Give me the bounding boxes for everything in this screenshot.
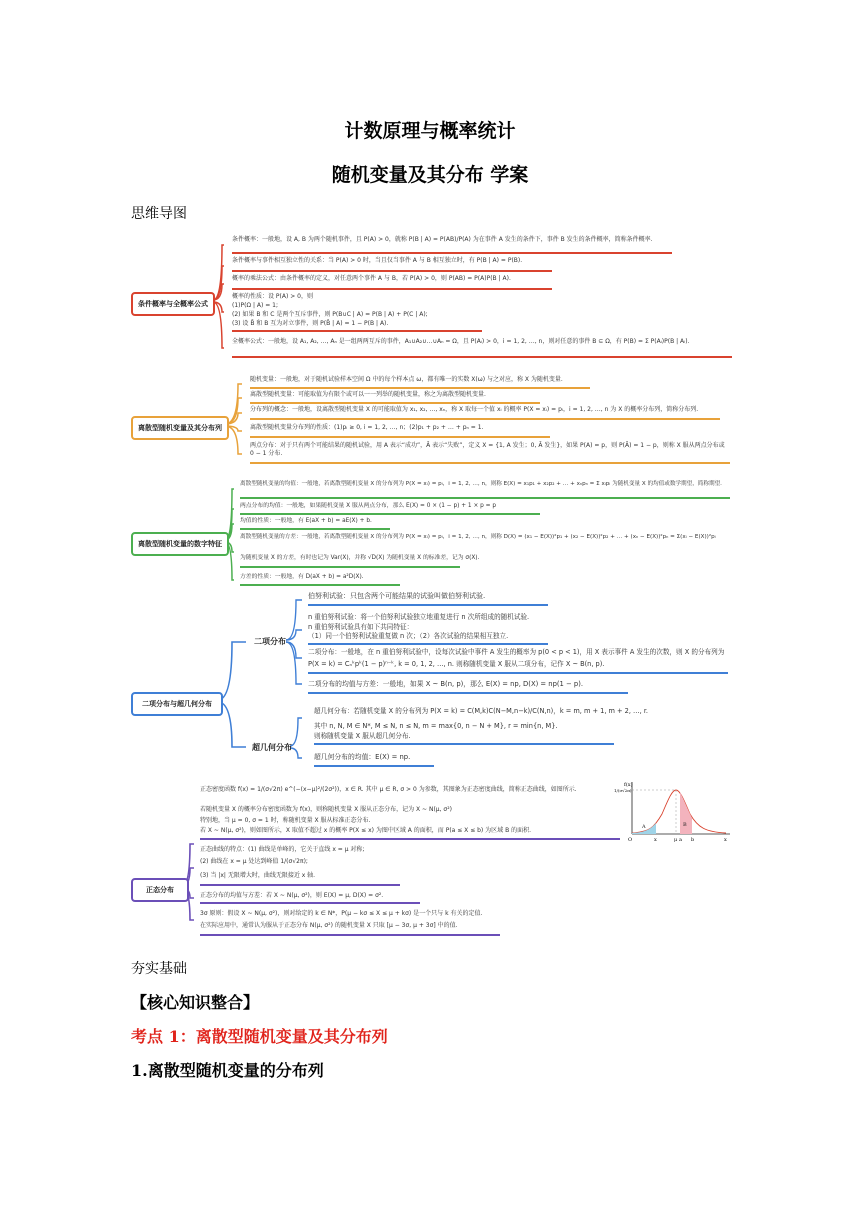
m4-h-item-4: 超几何分布的均值：E(X) = np.: [314, 753, 411, 761]
graph-tick-x: x: [654, 837, 657, 842]
graph-origin: O: [628, 837, 633, 842]
m5-item-4: 正态分布的均值与方差：若 X ~ N(μ, σ²)，则 E(X) = μ, D(X) = σ².: [200, 892, 384, 899]
graph-tick-mu: μ: [674, 837, 678, 842]
m2-item-5: 两点分布：对于只有两个可能结果的随机试验，用 A 表示“成功”，Ā 表示“失败”，定义 X = {1, A 发生；0, Ā 发生}，如果 P(A) = p，则 P(Ā) = 1 − p，则称 X 服从两点分布或 0 − 1 分布.: [250, 442, 725, 458]
mindmap-node-normal-distribution: 正态分布: [131, 878, 189, 902]
mindmap-node-binomial-hypergeometric: 二项分布与超几何分布: [131, 692, 223, 716]
m2-item-4: 离散型随机变量分布列的性质：(1)pᵢ ≥ 0, i = 1, 2, …, n；(2)p₁ + p₂ + … + pₙ = 1.: [250, 424, 484, 431]
m4-b-item-4: （1）同一个伯努利试验重复做 n 次；（2）各次试验的结果相互独立.: [308, 632, 509, 640]
m4-b-item-3: n 重伯努利试验具有如下共同特征：: [308, 623, 414, 631]
section-heading: 1.离散型随机变量的分布列: [131, 1061, 324, 1080]
m4-b-item-7: 二项分布的均值与方差：一般地，如果 X ~ B(n, p)，那么 E(X) = np, D(X) = np(1 − p).: [308, 680, 584, 688]
m4-h-item-2: 其中 n, N, M ∈ N*, M ≤ N, n ≤ N, m = max{0, n − N + M}, r = min{n, M}.: [314, 722, 558, 730]
m4-h-item-1: 超几何分布：若随机变量 X 的分布列为 P(X = k) = C(M,k)C(N−M,n−k)/C(N,n)，k = m, m + 1, m + 2, …, r.: [314, 707, 649, 715]
m1-item-2: 条件概率与事件相互独立性的关系：当 P(A) > 0 时，当且仅当事件 A 与 B 相互独立时，有 P(B | A) = P(B).: [232, 257, 523, 264]
graph-tick-a: a: [679, 837, 682, 842]
m3-item-5: 为随机变量 X 的方差，有时也记为 Var(X)，并称 √D(X) 为随机变量 X 的标准差，记为 σ(X).: [240, 555, 480, 561]
m1-item-1: 条件概率：一般地，设 A, B 为两个随机事件，且 P(A) > 0，就称 P(B | A) = P(AB)/P(A) 为在事件 A 发生的条件下，事件 B 发生的条件概率，简称条件概率.: [232, 236, 653, 243]
core-heading: 【核心知识整合】: [131, 993, 260, 1012]
mindmap-label: 思维导图: [131, 206, 187, 222]
doc-subtitle: 随机变量及其分布 学案: [331, 164, 529, 186]
m5-top-1: 正态密度函数 f(x) = 1/(σ√2π) e^(−(x−μ)²/(2σ²))，x ∈ R. 其中 μ ∈ R, σ > 0 为参数，其图象为正态密度曲线，简称正态曲线，如图所示.: [200, 786, 577, 793]
m3-item-2: 两点分布的均值：一般地，如果随机变量 X 服从两点分布，那么 E(X) = 0 × (1 − p) + 1 × p = p: [240, 503, 497, 509]
m4-sub-hypergeometric: 超几何分布: [252, 743, 292, 752]
m1-item-8: 全概率公式：一般地，设 A₁, A₂, …, Aₙ 是一组两两互斥的事件，A₁∪A₂∪…∪Aₙ = Ω，且 P(Aᵢ) > 0，i = 1, 2, …, n，则对任意的事件 B ⊆ Ω，有 P(B) = Σ P(Aᵢ)P(B | Aᵢ).: [232, 338, 690, 345]
m5-item-2: (2) 曲线在 x = μ 处达到峰值 1/(σ√2π);: [200, 858, 308, 865]
graph-ylabel: f(x): [624, 782, 633, 788]
kaodian-heading: 考点 1：离散型随机变量及其分布列: [131, 1027, 388, 1046]
m1-item-7: (3) 设 B̄ 和 B 互为对立事件，则 P(B̄ | A) = 1 − P(B | A).: [232, 320, 389, 327]
graph-region-b: B: [683, 822, 687, 828]
m5-top-2: 若随机变量 X 的概率分布密度函数为 f(x)，则称随机变量 X 服从正态分布，记为 X ~ N(μ, σ²): [200, 806, 452, 813]
m5-item-1: 正态曲线的特点：(1) 曲线是单峰的，它关于直线 x = μ 对称;: [200, 846, 365, 853]
m1-item-3: 概率的乘法公式：由条件概率的定义，对任意两个事件 A 与 B，若 P(A) > 0，则 P(AB) = P(A)P(B | A).: [232, 275, 511, 282]
mindmap-node-numerical-characteristics: 离散型随机变量的数字特征: [131, 532, 229, 556]
m2-item-1: 随机变量：一般地，对于随机试验样本空间 Ω 中的每个样本点 ω，都有唯一的实数 X(ω) 与之对应，称 X 为随机变量.: [250, 376, 563, 383]
m3-item-6: 方差的性质：一般地，有 D(aX + b) = a²D(X).: [240, 574, 364, 580]
m5-item-3: (3) 当 |x| 无限增大时，曲线无限接近 x 轴.: [200, 872, 316, 879]
graph-region-a: A: [642, 824, 646, 830]
m5-item-6: 在实际应用中，通常认为服从于正态分布 N(μ, σ²) 的随机变量 X 只取 [μ − 3σ, μ + 3σ] 中的值.: [200, 922, 458, 929]
m4-h-item-3: 则称随机变量 X 服从超几何分布.: [314, 732, 411, 740]
m1-item-4: 概率的性质：设 P(A) > 0，则: [232, 293, 313, 300]
m4-b-item-2: n 重伯努利试验：将一个伯努利试验独立地重复进行 n 次所组成的随机试验.: [308, 613, 530, 621]
m2-item-3: 分布列的概念：一般地，设离散型随机变量 X 的可能取值为 x₁, x₂, …, xₙ，称 X 取每一个值 xᵢ 的概率 P(X = xᵢ) = pᵢ，i = 1, 2, …, n 为 X 的概率分布列，简称分布列.: [250, 406, 699, 413]
graph-peak-label: 1/(σ√2π): [614, 788, 632, 793]
doc-title: 计数原理与概率统计: [344, 120, 516, 142]
m5-top-3: 特别地，当 μ = 0, σ = 1 时，称随机变量 X 服从标准正态分布.: [200, 817, 371, 824]
m4-b-item-1: 伯努利试验：只包含两个可能结果的试验叫做伯努利试验.: [308, 592, 486, 600]
m4-b-item-5: 二项分布：一般地，在 n 重伯努利试验中，设每次试验中事件 A 发生的概率为 p(0 < p < 1)，用 X 表示事件 A 发生的次数，则 X 的分布列为: [308, 648, 725, 656]
m3-item-1: 离散型随机变量的均值：一般地，若离散型随机变量 X 的分布列为 P(X = xᵢ) = pᵢ，i = 1, 2, …, n，则称 E(X) = x₁p₁ + x₂p₂ + … + xₙpₙ = Σ xᵢpᵢ 为随机变量 X 的均值或数学期望，简称期望.: [240, 481, 722, 487]
m4-b-item-6: P(X = k) = Cₙᵏpᵏ(1 − p)ⁿ⁻ᵏ, k = 0, 1, 2, …, n. 则称随机变量 X 服从二项分布，记作 X ~ B(n, p).: [308, 660, 605, 668]
foundation-label: 夯实基础: [131, 961, 187, 977]
mindmap-node-conditional-probability: 条件概率与全概率公式: [131, 292, 215, 316]
graph-tick-b: b: [691, 837, 695, 842]
normal-curve: [632, 790, 726, 833]
normal-curve-graph: [614, 778, 734, 842]
m2-item-2: 离散型随机变量：可能取值为有限个或可以一一列举的随机变量，称之为离散型随机变量.: [250, 391, 486, 398]
m3-item-3: 均值的性质：一般地，有 E(aX + b) = aE(X) + b.: [240, 518, 372, 524]
m1-item-5: (1)P(Ω | A) = 1;: [232, 302, 279, 309]
m4-sub-binomial: 二项分布: [254, 637, 286, 646]
m5-top-4: 若 X ~ N(μ, σ²)，则如图所示，X 取值不超过 x 的概率 P(X ≤ x) 为图中区域 A 的面积，而 P(a ≤ X ≤ b) 为区域 B 的面积.: [200, 827, 532, 834]
m3-item-4: 离散型随机变量的方差：一般地，若离散型随机变量 X 的分布列为 P(X = xᵢ) = pᵢ，i = 1, 2, …, n，则称 D(X) = (x₁ − E(X))²p₁ + (x₂ − E(X))²p₂ + … + (xₙ − E(X))²pₙ = Σ(xᵢ − E(X))²pᵢ: [240, 534, 716, 540]
mindmap-node-discrete-rv: 离散型随机变量及其分布列: [131, 416, 229, 440]
m1-item-6: (2) 如果 B 和 C 是两个互斥事件，则 P(B∪C | A) = P(B | A) + P(C | A);: [232, 311, 428, 318]
m5-item-5: 3σ 原则：假设 X ~ N(μ, σ²)，则对给定的 k ∈ N*，P(μ − kσ ≤ X ≤ μ + kσ) 是一个只与 k 有关的定值.: [200, 910, 483, 917]
graph-xlabel: x: [724, 837, 727, 842]
